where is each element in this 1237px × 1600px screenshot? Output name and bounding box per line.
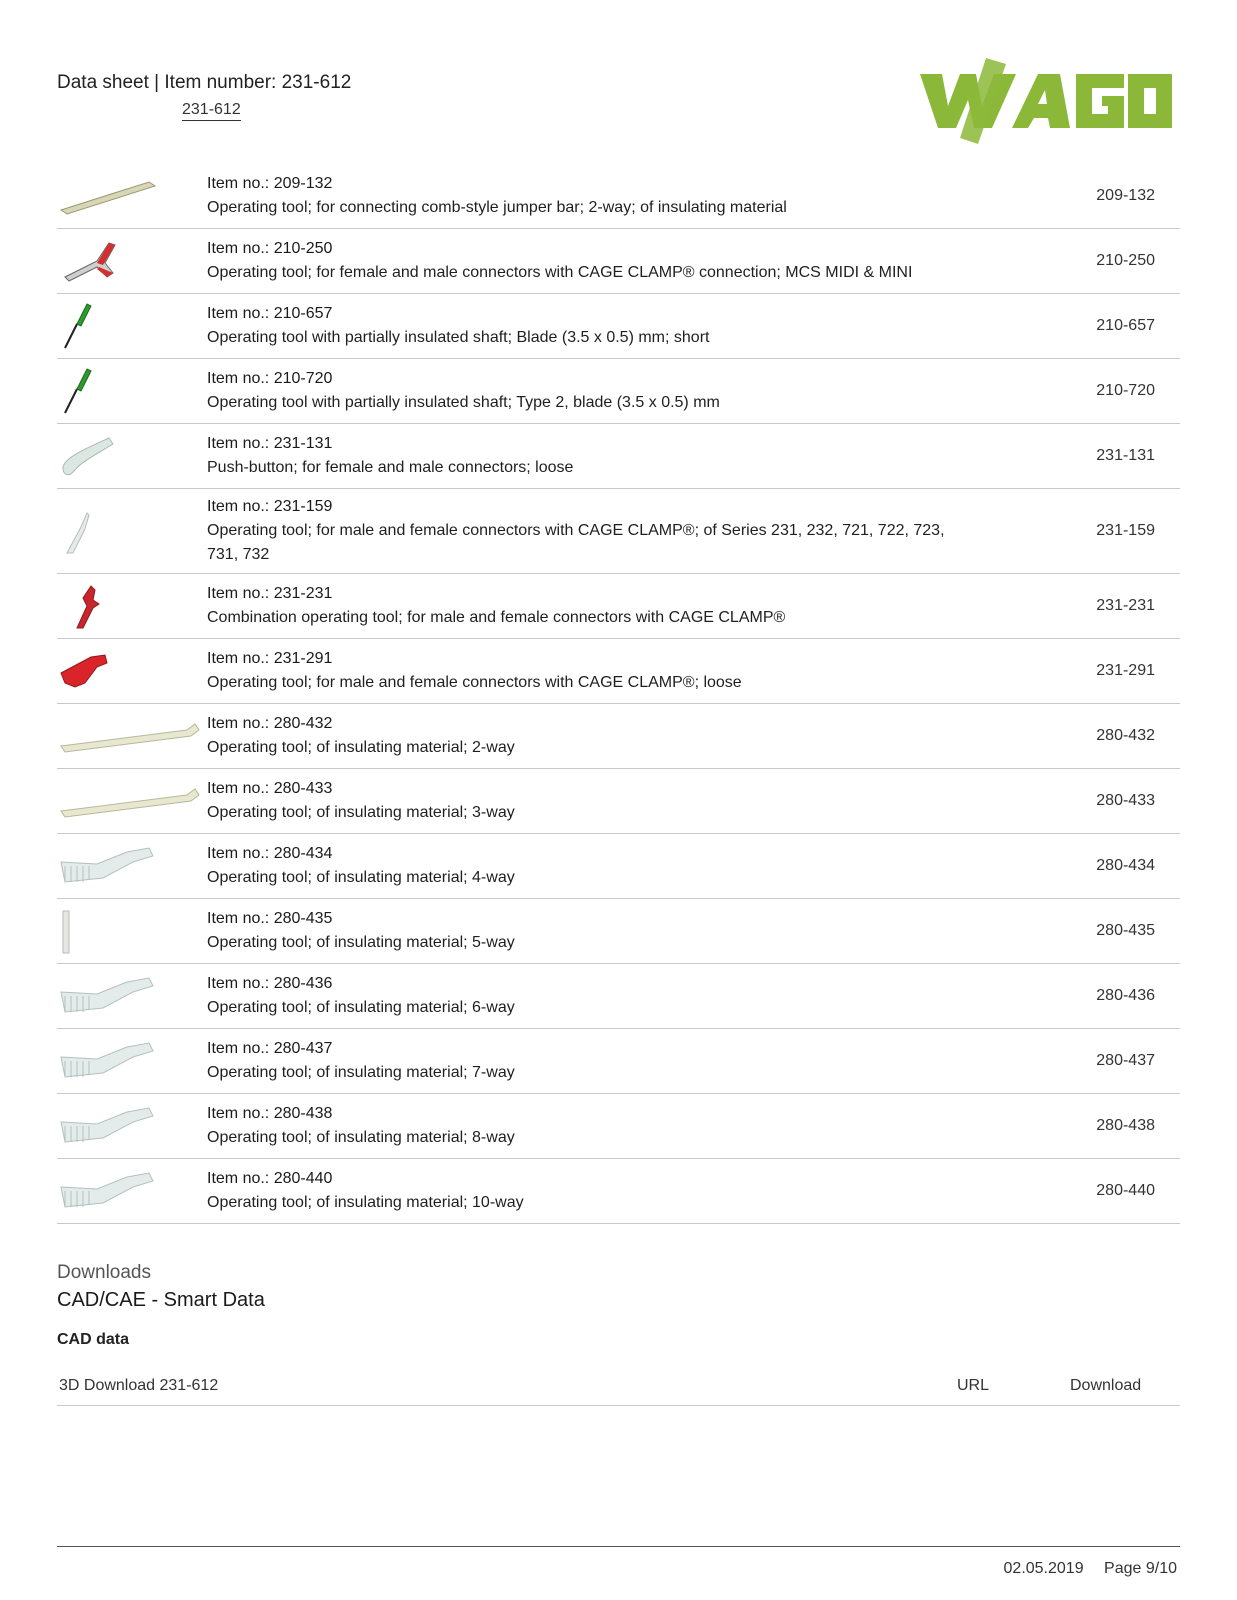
- accessory-number-link[interactable]: 209-132: [1025, 164, 1180, 229]
- screwdriver-icon: [57, 298, 202, 354]
- footer-divider: [57, 1546, 1180, 1547]
- comb-tool-icon: [57, 968, 202, 1024]
- accessory-item-number: Item no.: 231-231: [207, 585, 333, 602]
- accessory-row: [57, 229, 1180, 294]
- comb-tool-icon: [57, 1163, 202, 1219]
- accessory-item-number: Item no.: 280-432: [207, 715, 333, 732]
- wago-logo: [920, 58, 1174, 144]
- accessory-description-cell: [207, 769, 1025, 834]
- accessory-item-number: Item no.: 231-131: [207, 435, 333, 452]
- accessory-description: Combination operating tool; for male and female connectors with CAGE CLAMP®: [207, 609, 786, 626]
- accessory-thumbnail: [57, 769, 207, 834]
- accessory-thumbnail: [57, 164, 207, 229]
- accessory-thumbnail: [57, 639, 207, 704]
- accessory-description-cell: [207, 899, 1025, 964]
- accessory-item-number: Item no.: 280-435: [207, 910, 333, 927]
- accessory-item-number: Item no.: 280-434: [207, 845, 333, 862]
- accessory-number-link[interactable]: 210-657: [1025, 294, 1180, 359]
- accessory-row: [57, 704, 1180, 769]
- combination-tool-icon: [57, 578, 202, 634]
- accessory-number-link[interactable]: 280-437: [1025, 1029, 1180, 1094]
- long-comb-tool-icon: [57, 708, 202, 764]
- accessory-description: Push-button; for female and male connectors; loose: [207, 459, 574, 476]
- accessory-description-cell: [207, 164, 1025, 229]
- accessory-description-cell: [207, 639, 1025, 704]
- download-link[interactable]: Download: [1070, 1377, 1142, 1394]
- accessory-description-cell: [207, 489, 1025, 574]
- accessory-number-link[interactable]: 280-434: [1025, 834, 1180, 899]
- accessory-item-number: Item no.: 280-438: [207, 1105, 333, 1122]
- accessory-item-number: Item no.: 210-250: [207, 240, 333, 257]
- accessory-description-cell: [207, 1094, 1025, 1159]
- accessory-description-cell: [207, 229, 1025, 294]
- accessory-row: [57, 1029, 1180, 1094]
- accessory-number-link[interactable]: 231-159: [1025, 489, 1180, 574]
- cad-download-row: [57, 1365, 1180, 1406]
- narrow-tool-icon: [57, 903, 202, 959]
- accessory-description: Operating tool; of insulating material; 6-way: [207, 999, 515, 1016]
- downloads-heading: Downloads: [57, 1262, 151, 1283]
- accessory-number-link[interactable]: 280-433: [1025, 769, 1180, 834]
- accessory-number-link[interactable]: 231-291: [1025, 639, 1180, 704]
- accessory-item-number: Item no.: 280-440: [207, 1170, 333, 1187]
- accessory-item-number: Item no.: 210-657: [207, 305, 333, 322]
- accessory-thumbnail: [57, 294, 207, 359]
- accessory-description: Operating tool; for connecting comb-style jumper bar; 2-way; of insulating material: [207, 199, 787, 216]
- accessory-row: [57, 899, 1180, 964]
- accessories-table: [57, 164, 1180, 1224]
- accessory-thumbnail: [57, 1159, 207, 1224]
- footer-date: 02.05.2019: [1003, 1560, 1084, 1577]
- accessory-row: [57, 164, 1180, 229]
- accessory-description-cell: [207, 424, 1025, 489]
- small-tool-icon: [57, 503, 202, 559]
- accessory-description: Operating tool; of insulating material; 7-way: [207, 1064, 515, 1081]
- smart-data-heading: CAD/CAE - Smart Data: [57, 1289, 265, 1311]
- accessory-thumbnail: [57, 899, 207, 964]
- accessory-row: [57, 1159, 1180, 1224]
- accessory-item-number: Item no.: 209-132: [207, 175, 333, 192]
- accessory-number-link[interactable]: 280-438: [1025, 1094, 1180, 1159]
- accessory-description: Operating tool; of insulating material; 8-way: [207, 1129, 515, 1146]
- accessory-number-link[interactable]: 280-435: [1025, 899, 1180, 964]
- accessory-row: [57, 294, 1180, 359]
- accessory-description: Operating tool; for male and female connectors with CAGE CLAMP®; loose: [207, 674, 742, 691]
- accessory-description: Operating tool; of insulating material; 4-way: [207, 869, 515, 886]
- accessory-thumbnail: [57, 359, 207, 424]
- accessory-description-cell: [207, 1029, 1025, 1094]
- accessory-item-number: Item no.: 210-720: [207, 370, 333, 387]
- accessory-row: [57, 769, 1180, 834]
- accessory-description-cell: [207, 704, 1025, 769]
- comb-tool-icon: [57, 1033, 202, 1089]
- accessory-number-link[interactable]: 280-440: [1025, 1159, 1180, 1224]
- accessory-description: Operating tool; for male and female connectors with CAGE CLAMP®; of Series 231, 232, 721, 722, 723, 731, 732: [207, 522, 945, 563]
- accessory-description-cell: [207, 294, 1025, 359]
- accessory-description-cell: [207, 359, 1025, 424]
- comb-tool-icon: [57, 838, 202, 894]
- accessory-description: Operating tool; for female and male connectors with CAGE CLAMP® connection; MCS MIDI & MINI: [207, 264, 913, 281]
- cad-data-label: CAD data: [57, 1331, 130, 1348]
- push-button-icon: [57, 428, 202, 484]
- accessory-number-link[interactable]: 280-432: [1025, 704, 1180, 769]
- item-number-link[interactable]: 231-612: [182, 101, 241, 121]
- comb-tool-icon: [57, 1098, 202, 1154]
- accessory-thumbnail: [57, 424, 207, 489]
- accessory-item-number: Item no.: 231-159: [207, 498, 333, 515]
- accessory-description-cell: [207, 964, 1025, 1029]
- accessory-description-cell: [207, 834, 1025, 899]
- accessory-description-cell: [207, 1159, 1025, 1224]
- jumper-comb-tool-icon: [57, 168, 202, 224]
- cad-download-type: URL: [957, 1377, 990, 1394]
- accessory-thumbnail: [57, 1094, 207, 1159]
- accessory-description: Operating tool; of insulating material; 3-way: [207, 804, 515, 821]
- screwdriver-icon: [57, 363, 202, 419]
- cad-download-name: 3D Download 231-612: [59, 1377, 219, 1394]
- accessory-row: [57, 424, 1180, 489]
- accessory-row: [57, 639, 1180, 704]
- accessory-number-link[interactable]: 231-131: [1025, 424, 1180, 489]
- accessory-thumbnail: [57, 834, 207, 899]
- accessory-description: Operating tool; of insulating material; 10-way: [207, 1194, 524, 1211]
- accessory-item-number: Item no.: 280-436: [207, 975, 333, 992]
- accessory-description: Operating tool; of insulating material; 5-way: [207, 934, 515, 951]
- footer-page: Page 9/10: [1104, 1560, 1177, 1577]
- accessory-thumbnail: [57, 1029, 207, 1094]
- accessory-number-link[interactable]: 210-250: [1025, 229, 1180, 294]
- accessory-description-cell: [207, 574, 1025, 639]
- accessory-thumbnail: [57, 964, 207, 1029]
- accessory-row: [57, 489, 1180, 574]
- accessory-item-number: Item no.: 231-291: [207, 650, 333, 667]
- page-title: Data sheet | Item number: 231-612: [57, 72, 352, 93]
- accessory-row: [57, 359, 1180, 424]
- accessory-row: [57, 964, 1180, 1029]
- accessory-number-link[interactable]: 210-720: [1025, 359, 1180, 424]
- accessory-row: [57, 1094, 1180, 1159]
- accessory-row: [57, 574, 1180, 639]
- pliers-tool-icon: [57, 233, 202, 289]
- accessory-number-link[interactable]: 280-436: [1025, 964, 1180, 1029]
- accessory-thumbnail: [57, 229, 207, 294]
- accessory-thumbnail: [57, 489, 207, 574]
- accessory-description: Operating tool with partially insulated shaft; Blade (3.5 x 0.5) mm; short: [207, 329, 710, 346]
- long-comb-tool-icon: [57, 773, 202, 829]
- page-footer: [1004, 1560, 1177, 1578]
- accessory-item-number: Item no.: 280-437: [207, 1040, 333, 1057]
- red-operating-tool-icon: [57, 643, 202, 699]
- accessory-number-link[interactable]: 231-231: [1025, 574, 1180, 639]
- accessory-thumbnail: [57, 574, 207, 639]
- accessory-item-number: Item no.: 280-433: [207, 780, 333, 797]
- accessory-description: Operating tool with partially insulated shaft; Type 2, blade (3.5 x 0.5) mm: [207, 394, 720, 411]
- accessory-thumbnail: [57, 704, 207, 769]
- accessory-description: Operating tool; of insulating material; 2-way: [207, 739, 515, 756]
- accessory-row: [57, 834, 1180, 899]
